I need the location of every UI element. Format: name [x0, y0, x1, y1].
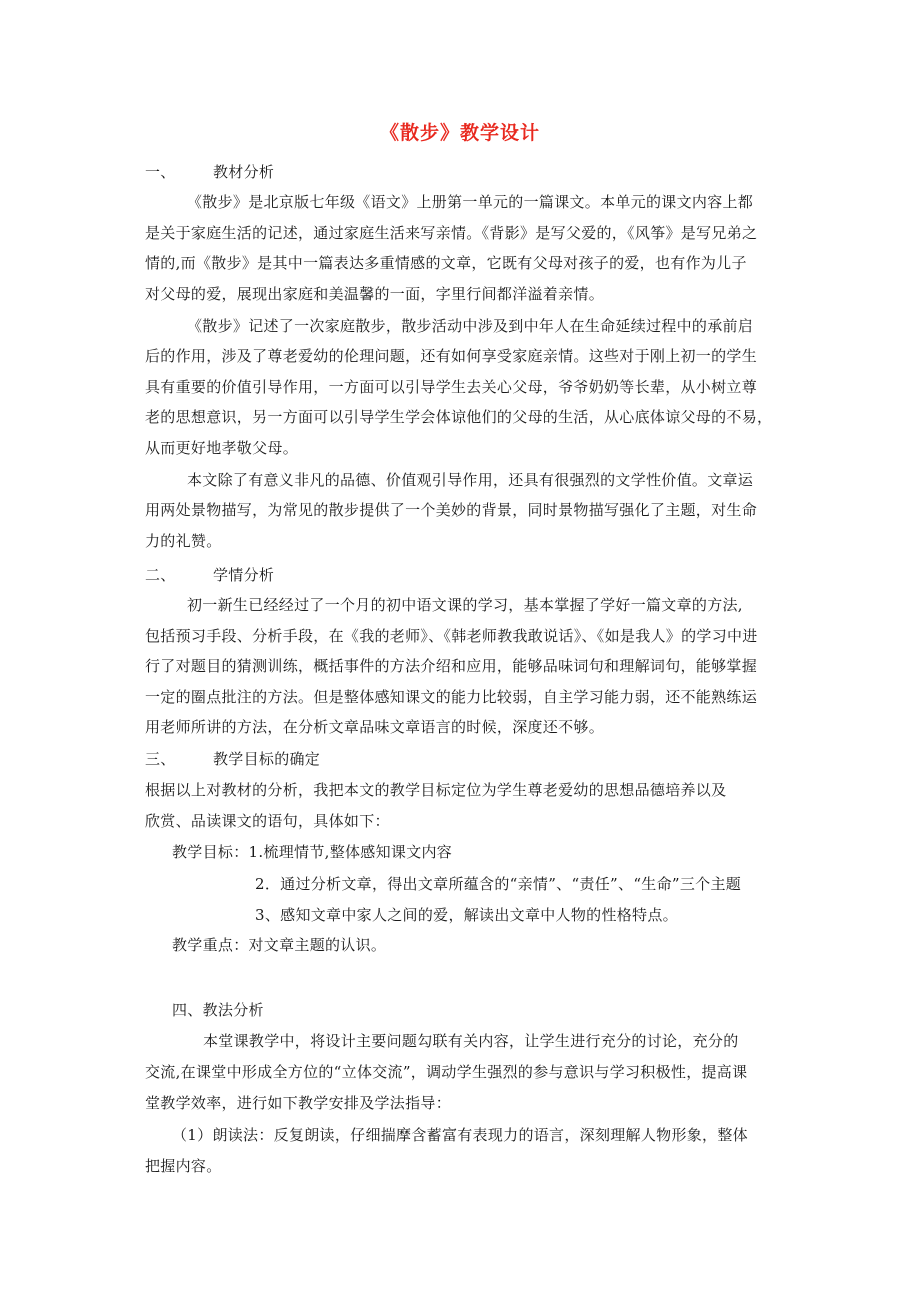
text-line: 初一新生已经经过了一个月的初中语文课的学习，基本掌握了学好一篇文章的方法,: [187, 596, 743, 614]
goals-label: 教学目标：: [172, 843, 249, 861]
text-line: 用两处景物描写，为常见的散步提供了一个美妙的背景，同时景物描写强化了主题，对生命: [145, 501, 758, 519]
text-line: 用老师所讲的方法，在分析文章品味文章语言的时候，深度还不够。: [145, 718, 605, 736]
text-line: 包括预习手段、分析手段，在《我的老师》、《韩老师教我敢说话》、《如是我人》的学习中进: [145, 627, 758, 645]
section-number: 一、: [145, 163, 176, 181]
section-label: 学情分析: [213, 566, 275, 584]
section-1-heading: [145, 162, 274, 182]
text-line: 老的思想意识，另一方面可以引导学生学会体谅他们的父母的生活，从心底体谅父母的不易，: [145, 408, 773, 426]
text-line: 本堂课教学中，将设计主要问题勾联有关内容，让学生进行充分的讨论，充分的: [203, 1032, 739, 1050]
goals-row: [172, 842, 452, 862]
text-line: 力的礼赞。: [145, 532, 222, 550]
text-line: 具有重要的价值引导作用，一方面可以引导学生去关心父母，爷爷奶奶等长辈，从小树立尊: [145, 378, 758, 396]
text-line: 情的,而《散步》是其中一篇表达多重情感的文章，它既有父母对孩子的爱，也有作为儿子: [145, 254, 747, 272]
section-number: 二、: [145, 566, 176, 584]
section-3-heading: [145, 749, 320, 769]
text-line: 对父母的爱，展现出家庭和美温馨的一面，字里行间都洋溢着亲情。: [145, 285, 605, 303]
text-line: 本文除了有意义非凡的品德、价值观引导作用，还具有很强烈的文学性价值。文章运: [187, 471, 754, 489]
teaching-focus: 教学重点：对文章主题的认识。: [172, 936, 387, 954]
text-line: 根据以上对教材的分析，我把本文的教学目标定位为学生尊老爱幼的思想品德培养以及: [145, 781, 727, 799]
text-line: 《散步》记述了一次家庭散步，散步活动中涉及到中年人在生命延续过程中的承前启: [187, 317, 754, 335]
goal-item-2: 2．通过分析文章，得出文章所蕴含的“亲情”、“责任”、“生命”三个主题: [255, 875, 742, 893]
text-line: 欣赏、品读课文的语句，具体如下：: [145, 812, 390, 830]
section-2-heading: [145, 565, 274, 585]
section-label: 教材分析: [213, 163, 275, 181]
text-line: 后的作用，涉及了尊老爱幼的伦理问题，还有如何享受家庭亲情。这些对于刚上初一的学生: [145, 347, 758, 365]
section-4-heading: 四、教法分析: [172, 1001, 264, 1019]
text-line: 从而更好地孝敬父母。: [145, 439, 299, 457]
goal-item-1: 1.梳理情节,整体感知课文内容: [248, 843, 453, 861]
text-line: 把握内容。: [145, 1157, 222, 1175]
text-line: 交流,在课堂中形成全方位的“立体交流”，调动学生强烈的参与意识与学习积极性，提高课: [145, 1063, 748, 1081]
section-number: 三、: [145, 750, 176, 768]
text-line: 堂教学效率，进行如下教学安排及学法指导：: [145, 1094, 452, 1112]
goal-item-3: 3、感知文章中家人之间的爱，解读出文章中人物的性格特点。: [255, 906, 678, 924]
text-line: （1）朗读法：反复朗读，仔细揣摩含蓄富有表现力的语言，深刻理解人物形象，整体: [172, 1126, 748, 1144]
text-line: 行了对题目的猜测训练，概括事件的方法介绍和应用，能够品味词句和理解词句，能够掌握: [145, 657, 758, 675]
text-line: 《散步》是北京版七年级《语文》上册第一单元的一篇课文。本单元的课文内容上都: [187, 193, 754, 211]
text-line: 是关于家庭生活的记述，通过家庭生活来写亲情。《背影》是写父爱的，《风筝》是写兄弟之: [145, 224, 758, 242]
text-line: 一定的圈点批注的方法。但是整体感知课文的能力比较弱，自主学习能力弱，还不能熟练运: [145, 688, 758, 706]
document-title: 《散步》教学设计: [379, 122, 540, 144]
section-label: 教学目标的确定: [213, 750, 321, 768]
